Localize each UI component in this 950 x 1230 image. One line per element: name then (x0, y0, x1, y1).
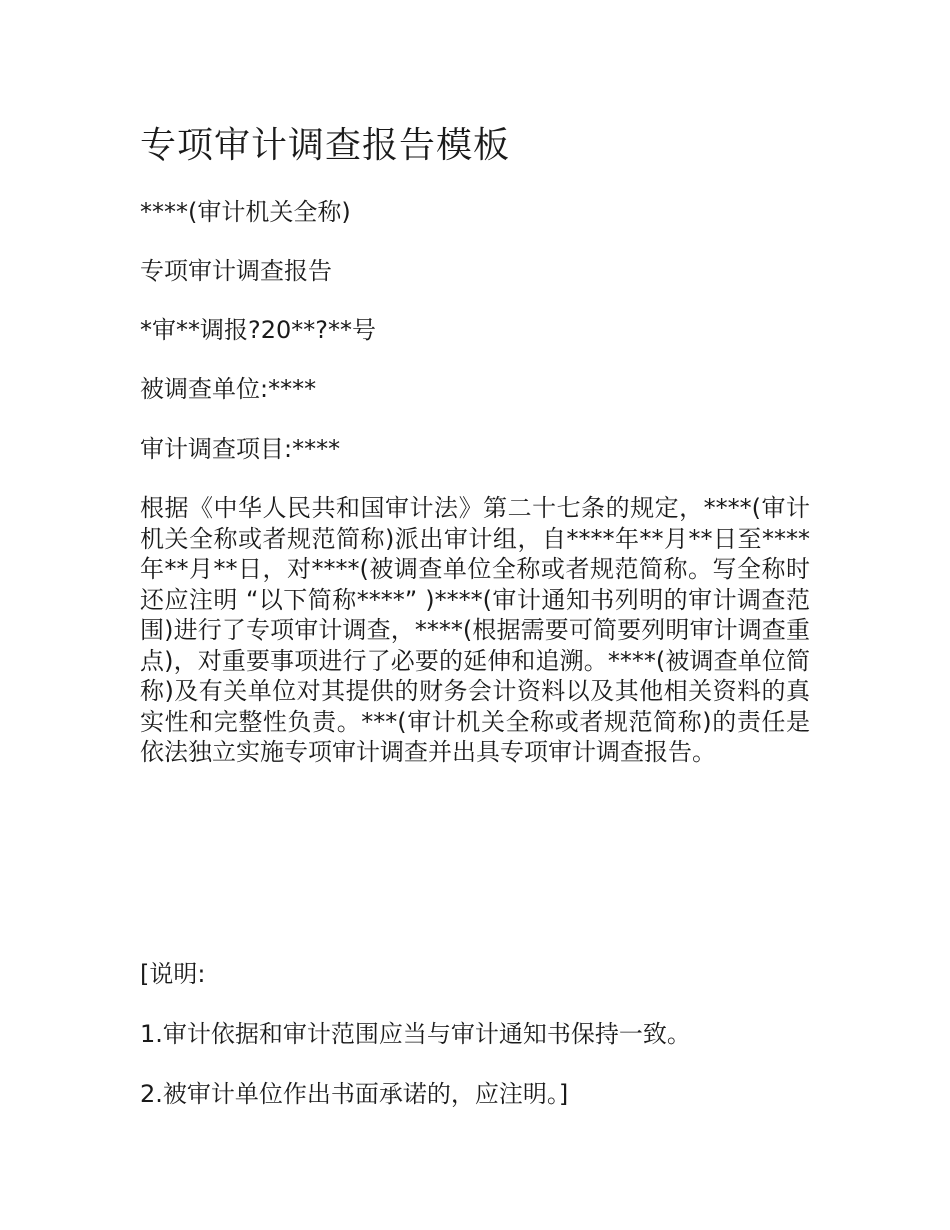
surveyed-unit: 被调查单位:**** (140, 375, 317, 403)
org-name: ****(审计机关全称) (140, 198, 351, 226)
document-title: 专项审计调查报告模板 (140, 125, 511, 166)
note-heading: [说明: (140, 960, 206, 988)
report-type: 专项审计调查报告 (140, 257, 332, 285)
doc-number: *审**调报?20**?**号 (140, 316, 377, 344)
body-paragraph: 根据《中华人民共和国审计法》第二十七条的规定，****(审计机关全称或者规范简称)派出审计组，自****年**月**日至****年**月**日，对****(被调查单位全称或者规范简称。写全称时还应注明 “以下简称****” )****(审计通知书列明的审计调查范围)进行了专项审计调查，****(根据需要可简要列明审计调查重点)，对重要事项进行了必要的延伸和追溯。****(被调查单位简称)及有关单位对其提供的财务会计资料以及其他相关资料的真实性和完整性负责。***(审计机关全称或者规范简称)的责任是依法独立实施专项审计调查并出具专项审计调查报告。 (140, 494, 810, 766)
audit-project: 审计调查项目:**** (140, 435, 341, 463)
note-item-1: 1.审计依据和审计范围应当与审计通知书保持一致。 (140, 1020, 691, 1048)
note-item-2: 2.被审计单位作出书面承诺的，应注明。] (140, 1080, 569, 1108)
